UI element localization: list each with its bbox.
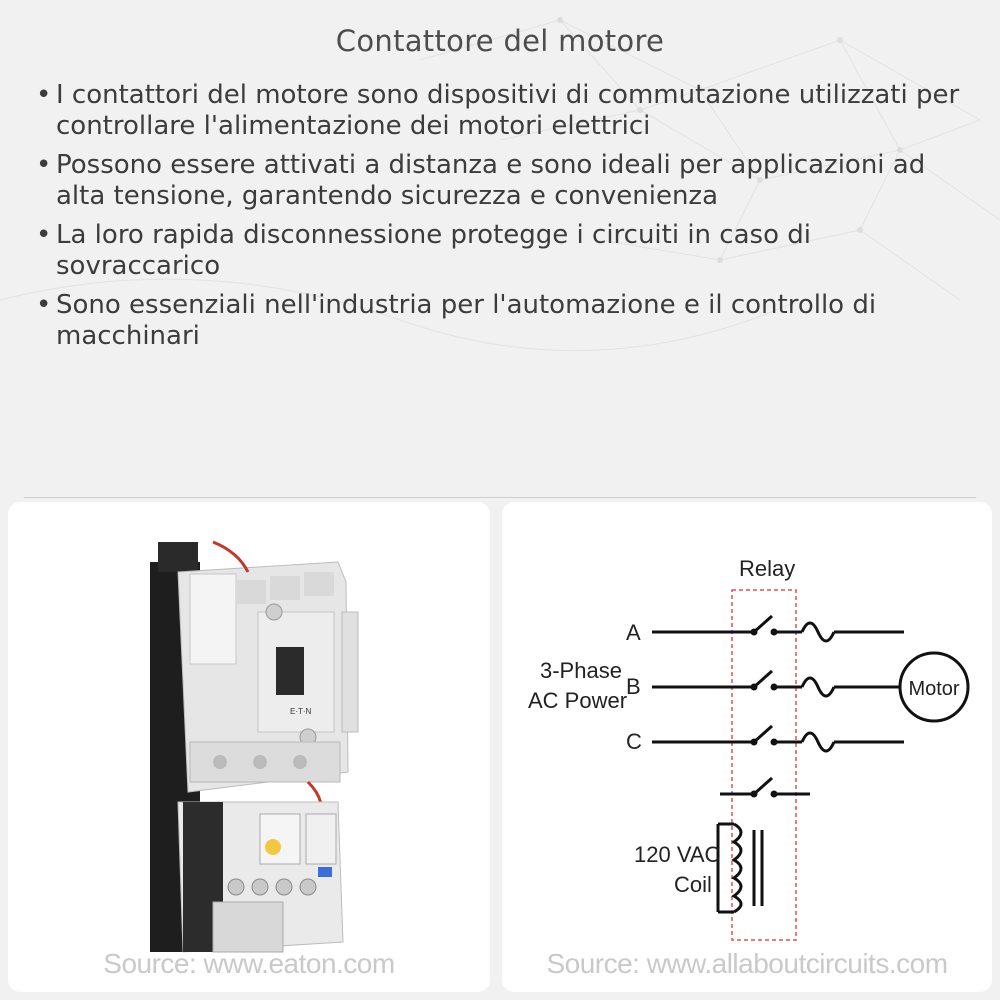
page-title: Contattore del motore: [335, 24, 665, 58]
bullet-item: [34, 150, 974, 212]
relay-circuit-diagram: [502, 502, 992, 992]
phase-label-a: A: [626, 620, 641, 645]
device-brand-mark: E·T·N: [290, 707, 312, 716]
bullet-item: [34, 220, 974, 282]
relay-label: Relay: [739, 556, 796, 581]
phase-label-c: C: [626, 729, 642, 754]
power-label-line1: 3-Phase: [540, 658, 622, 683]
bullet-marker: •: [36, 80, 52, 110]
section-divider: [24, 497, 976, 498]
phase-label-b: B: [626, 674, 641, 699]
image-source-caption: Source: www.eaton.com: [103, 948, 395, 979]
contactor-photo: [8, 502, 490, 992]
bullet-list: [34, 80, 974, 360]
power-label-line2: AC Power: [528, 688, 628, 713]
bullet-item: [34, 290, 974, 352]
bullet-marker: •: [36, 150, 52, 180]
contactor-image-panel: [8, 502, 490, 992]
bullet-marker: •: [36, 220, 52, 250]
bullet-text: Sono essenziali nell'industria per l'automazione e il controllo di macchinari: [56, 290, 877, 351]
bullet-marker: •: [36, 290, 52, 320]
bullet-text: Possono essere attivati a distanza e sono ideali per applicazioni ad alta tensione, garantendo sicurezza e convenienza: [56, 150, 926, 211]
bullet-text: La loro rapida disconnessione protegge i circuiti in caso di sovraccarico: [56, 220, 811, 281]
coil-label-line2: Coil: [674, 872, 712, 897]
bullet-text: I contattori del motore sono dispositivi di commutazione utilizzati per controllare l'alimentazione dei motori elettrici: [56, 80, 960, 141]
motor-label: Motor: [908, 678, 960, 700]
coil-label-line1: 120 VAC: [634, 842, 721, 867]
relay-diagram-panel: [502, 502, 992, 992]
image-source-caption: Source: www.allaboutcircuits.com: [546, 948, 948, 979]
bullet-item: [34, 80, 974, 142]
